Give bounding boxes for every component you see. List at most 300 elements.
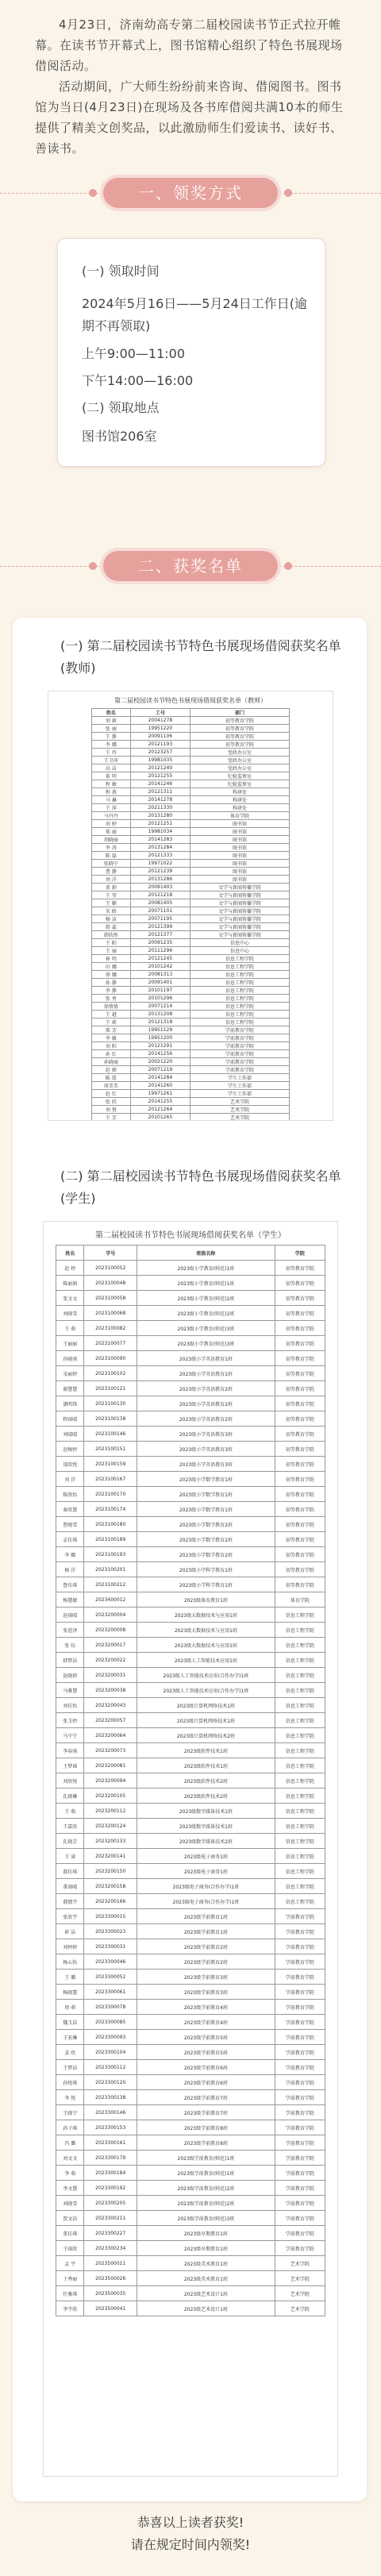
table-cell: 初等教育学院 (275, 1381, 325, 1396)
table-cell: 初等教育学院 (275, 1547, 325, 1562)
table-cell: 20121318 (130, 1018, 190, 1026)
table-cell: 艺术学院 (275, 2301, 325, 2316)
table-cell: 信息工程学院 (275, 1879, 325, 1894)
banner-dot-right (284, 562, 292, 570)
table-cell: 20111296 (130, 947, 190, 955)
table-cell: 宋 晗 (92, 907, 131, 915)
table-cell: 图书馆 (190, 844, 290, 852)
table-cell: 2023200073 (84, 1743, 137, 1758)
table-row (56, 1653, 325, 1668)
table-cell: 2023级电子商务1班 (137, 1849, 275, 1864)
table-cell: 20071219 (130, 1066, 190, 1074)
table-cell: 初等教育学院 (275, 1562, 325, 1577)
table-cell: 信息工程学院 (275, 1728, 325, 1743)
table-cell: 2023200133 (84, 1834, 137, 1849)
column-header: 学号 (84, 1246, 137, 1261)
table-cell: 2023100077 (84, 1336, 137, 1351)
table-cell: 姜 欣 (56, 2045, 84, 2060)
table-cell: 20121251 (130, 820, 190, 828)
table-cell: 2023级小学教育(师范)3班 (137, 1321, 275, 1336)
table-cell: 张欣宇 (56, 1909, 84, 1924)
table-cell: 信息工程学院 (275, 1623, 325, 1638)
column-header: 姓名 (92, 709, 131, 717)
claim-time-label: (一) 领取时间 (82, 264, 160, 279)
table-row (92, 860, 290, 868)
table-cell: 2023300078 (84, 2000, 137, 2015)
table-cell: 2023级软件技术1班 (137, 1758, 275, 1773)
table-cell: 学前教育学院 (190, 1026, 290, 1034)
table-cell: 2023100146 (84, 1427, 137, 1442)
table-row (92, 1082, 290, 1090)
table-row (56, 1819, 325, 1834)
table-row (56, 1351, 325, 1366)
table-row (56, 1608, 325, 1623)
table-cell: 2023级美术教育1班 (137, 2256, 275, 2271)
table-cell: 20121291 (130, 1042, 190, 1050)
table-cell: 学前教育学院 (275, 2135, 325, 2151)
table-cell: 科研处 (190, 796, 290, 804)
table-row (56, 2135, 325, 2151)
table-row (56, 1442, 325, 1457)
table-cell: 李 萌 (56, 2166, 84, 2181)
table-cell: 2023100174 (84, 1502, 137, 1517)
table-row (56, 1879, 325, 1894)
student-sheet (43, 1221, 338, 2477)
table-cell: 2023200043 (84, 1698, 137, 1713)
footer-line-2: 请在规定时间内领奖! (130, 2537, 251, 2552)
table-cell: 2023100167 (84, 1472, 137, 1487)
table-row (56, 1291, 325, 1306)
table-row (92, 772, 290, 780)
table-cell: 20081313 (130, 971, 190, 979)
table-cell: 李 静 (92, 987, 131, 995)
table-row (92, 907, 290, 915)
table-cell: 党政办公室 (190, 764, 290, 772)
table-cell: 王 萍 (92, 804, 131, 812)
table-cell: 学前教育学院 (190, 1034, 290, 1042)
table-row (56, 1638, 325, 1653)
table-cell: 2023300093 (84, 2030, 137, 2045)
table-cell: 2023级大数据技术与应用1班 (137, 1608, 275, 1623)
table-cell: 学前教育学院 (275, 2196, 325, 2211)
table-cell: 艺术学院 (275, 2256, 325, 2271)
table-row (92, 971, 290, 979)
table-cell: 2023500026 (84, 2271, 137, 2286)
table-cell: 信息工程学院 (190, 963, 290, 971)
table-cell: 党政办公室 (190, 757, 290, 764)
table-cell: 19971022 (130, 860, 190, 868)
table-cell: 贾文洁 (56, 2211, 84, 2226)
table-cell: 王 莉 (92, 1018, 131, 1026)
table-cell: 李宇欣 (56, 2301, 84, 2316)
table-cell: 信息工程学院 (190, 1003, 290, 1011)
table-cell: 王 萌 (56, 1321, 84, 1336)
table-cell: 2023100068 (84, 1306, 137, 1321)
table-row (56, 1773, 325, 1789)
table-cell: 徐倩倩 (92, 1003, 131, 1011)
table-row (56, 2075, 325, 2090)
table-cell: 图书馆 (190, 876, 290, 884)
table-cell: 图书馆 (190, 820, 290, 828)
table-cell: 2023级小学数学教育1班 (137, 1502, 275, 1517)
table-cell: 刘婷婷 (56, 1939, 84, 1954)
table-cell: 初等教育学院 (275, 1291, 325, 1306)
table-cell: 潘明珠 (56, 1396, 84, 1411)
table-cell: 艺术学院 (275, 2286, 325, 2301)
table-cell: 20121240 (130, 764, 190, 772)
table-cell: 学前教育学院 (275, 2075, 325, 2090)
table-cell: 董 明 (92, 772, 131, 780)
table-row (92, 1106, 290, 1114)
table-cell: 李春雨 (56, 1743, 84, 1758)
table-cell: 20121264 (130, 1106, 190, 1114)
table-cell: 信息工程学院 (275, 1834, 325, 1849)
table-cell: 20123257 (130, 749, 190, 757)
table-cell: 2023级小学教育(师范)2班 (137, 1291, 275, 1306)
table-cell: 2023200064 (84, 1728, 137, 1743)
table-cell: 2023级人工智能技术应用(合作办学)1班 (137, 1668, 275, 1683)
column-header: 工号 (130, 709, 190, 717)
table-cell: 19971261 (130, 1090, 190, 1098)
table-cell: 2023500035 (84, 2286, 137, 2301)
table-cell: 2023级小学英语教育2班 (137, 1411, 275, 1427)
table-cell: 信息工程学院 (275, 1864, 325, 1879)
table-row (56, 1985, 325, 2000)
table-cell: 2023级学前教育7班 (137, 2090, 275, 2105)
table-cell: 20121255 (130, 772, 190, 780)
table-cell: 王 玲 (92, 749, 131, 757)
table-cell: 2023100130 (84, 1396, 137, 1411)
table-row (56, 1698, 325, 1713)
table-cell: 2023100159 (84, 1457, 137, 1472)
banner-dot-left (89, 562, 97, 570)
table-row (56, 1366, 325, 1381)
table-row (92, 1058, 290, 1066)
table-cell: 2023级学前教育6班 (137, 2075, 275, 2090)
table-cell: 学前教育学院 (275, 2030, 325, 2045)
table-cell: 艺术学院 (190, 1114, 290, 1122)
table-row (56, 2241, 325, 2256)
table-row (92, 757, 290, 764)
table-row (56, 1396, 325, 1411)
claim-afternoon-time: 下午14:00—16:00 (82, 373, 194, 388)
table-cell: 初等教育学院 (275, 1396, 325, 1411)
teacher-table (91, 708, 290, 1121)
student-list-heading: (二) 第二届校园读书节特色书展现场借阅获奖名单(学生) (60, 1169, 341, 1206)
table-cell: 2023300120 (84, 2075, 137, 2090)
table-cell: 2023200150 (84, 1864, 137, 1879)
table-row (56, 1321, 325, 1336)
table-cell: 张 勇 (92, 995, 131, 1003)
table-row (92, 947, 290, 955)
table-cell: 信息中心 (190, 947, 290, 955)
table-cell: 科研处 (190, 804, 290, 812)
table-cell: 孙 红 (92, 1050, 131, 1058)
table-cell: 图书馆 (190, 860, 290, 868)
table-cell: 谢慧慧 (56, 1381, 84, 1396)
table-cell: 初等教育学院 (275, 1577, 325, 1592)
table-row (56, 2256, 325, 2271)
table-cell: 崔 洁 (56, 1924, 84, 1939)
table-cell: 文学与新闻传播学院 (190, 891, 290, 899)
table-cell: 孙悦琪 (56, 2075, 84, 2090)
table-row (92, 1090, 290, 1098)
table-cell: 刘欣悦 (56, 1773, 84, 1789)
table-cell: 2023级小学教育(师范)1班 (137, 1276, 275, 1291)
table-cell: 艺术学院 (275, 2271, 325, 2286)
table-cell: 郝婧宇 (56, 1894, 84, 1909)
table-row (56, 1954, 325, 1970)
table-cell: 赵婉婷 (56, 1442, 84, 1457)
table-cell: 马丹丹 (92, 812, 131, 820)
section-title-claim: 一、领奖方式 (103, 178, 278, 208)
table-cell: 张文文 (56, 1291, 84, 1306)
table-cell: 信息工程学院 (275, 1789, 325, 1804)
table-cell: 王 颖 (92, 899, 131, 907)
table-cell: 赵晓倩 (56, 1668, 84, 1683)
column-header: 班级名称 (137, 1246, 275, 1261)
table-cell: 2023100170 (84, 1487, 137, 1502)
table-cell: 2023级小学数学教育2班 (137, 1517, 275, 1532)
table-row (56, 2120, 325, 2135)
table-cell: 2023200004 (84, 1608, 137, 1623)
table-cell: 2023级电子商务(合作办学)1班 (137, 1879, 275, 1894)
table-cell: 2023级学前教育5班 (137, 2045, 275, 2060)
table-cell: 秦欣慧 (56, 1502, 84, 1517)
table-cell: 科研处 (190, 788, 290, 796)
table-cell: 鲁佳琪 (56, 1577, 84, 1592)
table-cell: 学前教育学院 (275, 2015, 325, 2030)
table-cell: 马宁宁 (56, 1728, 84, 1743)
table-row (56, 2196, 325, 2211)
intro-paragraph-2: 活动期间，广大师生纷纷前来咨询、借阅图书。图书馆为当日(4月23日)在现场及各书库借阅共满10本的师生提供了精美文创奖品，以此激励师生们爱读书、读好书、善读书。 (35, 79, 344, 156)
teacher-sheet-title: 第二届校园读书节特色书展现场借阅获奖名单（教师） (114, 697, 267, 704)
table-cell: 初等教育学院 (275, 1336, 325, 1351)
table-row (56, 2151, 325, 2166)
table-cell: 20091403 (130, 884, 190, 891)
table-cell: 信息工程学院 (190, 955, 290, 963)
table-cell: 2023级计算机网络技术1班 (137, 1713, 275, 1728)
table-cell: 2023300179 (84, 2151, 137, 2166)
table-cell: 2023级计算机网络技术1班 (137, 1698, 275, 1713)
table-cell: 20121193 (130, 741, 190, 749)
table-cell: 19981035 (130, 757, 190, 764)
table-cell: 2023200166 (84, 1894, 137, 1909)
table-row (92, 1066, 290, 1074)
table-row (56, 2301, 325, 2316)
table-row (92, 899, 290, 907)
table-cell: 2023100180 (84, 1517, 137, 1532)
table-cell: 19951129 (130, 1026, 190, 1034)
table-row (56, 2181, 325, 2196)
table-cell: 2023200008 (84, 1623, 137, 1638)
table-cell: 孟 宇 (56, 2256, 84, 2271)
table-cell: 2023300161 (84, 2135, 137, 2151)
table-cell: 孔晓芸 (56, 1834, 84, 1849)
table-cell: 2023200031 (84, 1668, 137, 1683)
table-row (56, 2030, 325, 2045)
table-cell: 郑 丽 (92, 828, 131, 836)
table-row (92, 1034, 290, 1042)
table-cell: 2023300052 (84, 1970, 137, 1985)
table-cell: 学前教育学院 (275, 2166, 325, 2181)
table-row (92, 1074, 290, 1082)
table-cell: 2023200141 (84, 1849, 137, 1864)
table-cell: 孙子琪 (56, 2120, 84, 2135)
table-cell: 信息工程学院 (275, 1698, 325, 1713)
table-cell: 2023100138 (84, 1411, 137, 1427)
section-banner-winners (0, 548, 381, 586)
table-cell: 20141260 (130, 1082, 190, 1090)
table-cell: 王 越 (92, 1011, 131, 1018)
teacher-sheet (48, 691, 333, 1121)
banner-dot-left (89, 189, 97, 197)
table-cell: 2023级早期教育1班 (137, 2241, 275, 2256)
table-row (56, 1849, 325, 1864)
table-row (56, 2060, 325, 2075)
table-cell: 初等教育学院 (275, 1502, 325, 1517)
table-cell: 20121245 (130, 955, 190, 963)
table-cell: 20021220 (130, 1058, 190, 1066)
table-cell: 学前教育学院 (275, 1970, 325, 1985)
table-cell: 2023级人工智能技术应用1班 (137, 1653, 275, 1668)
table-cell: 张玉婷 (56, 1713, 84, 1728)
table-cell: 19951200 (130, 1034, 190, 1042)
table-cell: 2023100102 (84, 1366, 137, 1381)
table-row (92, 788, 290, 796)
table-cell: 2023300146 (84, 2105, 137, 2120)
table-cell: 2023级学前教育2班 (137, 1939, 275, 1954)
table-cell: 2023300227 (84, 2226, 137, 2241)
table-row (92, 915, 290, 923)
table-cell: 2023级学前教育7班 (137, 2105, 275, 2120)
table-cell: 2023300061 (84, 1985, 137, 2000)
table-row (56, 2271, 325, 2286)
table-cell: 2023级学前教育8班 (137, 2120, 275, 2135)
table-cell: 刘 婷 (92, 820, 131, 828)
table-cell: 2023级小学数学教育1班 (137, 1487, 275, 1502)
table-cell: 20121399 (130, 923, 190, 931)
table-cell: 2023级电子商务(合作办学)1班 (137, 1894, 275, 1909)
table-cell: 于秀丽 (56, 2271, 84, 2286)
winners-card (13, 618, 367, 2501)
table-cell: 2023级数字媒体技术2班 (137, 1834, 275, 1849)
table-cell: 文学与新闻传播学院 (190, 915, 290, 923)
table-cell: 20131286 (130, 876, 190, 884)
table-cell: 学生工作部 (190, 1090, 290, 1098)
table-cell: 信息工程学院 (275, 1804, 325, 1819)
table-cell: 图书馆 (190, 828, 290, 836)
table-cell: 初等教育学院 (275, 1261, 325, 1276)
table-cell: 王 璐 (56, 1970, 84, 1985)
table-row (92, 868, 290, 876)
table-cell: 2023300234 (84, 2241, 137, 2256)
teacher-list-heading: (一) 第二届校园读书节特色书展现场借阅获奖名单(教师) (60, 638, 341, 676)
table-cell: 20091235 (130, 939, 190, 947)
table-cell: 20071101 (130, 907, 190, 915)
column-header: 学院 (275, 1246, 325, 1261)
table-cell: 19951220 (130, 725, 190, 733)
table-cell: 2023级学前教育5班 (137, 2030, 275, 2045)
table-cell: 王 静 (92, 733, 131, 741)
column-header: 姓名 (56, 1246, 84, 1261)
table-cell: 20141255 (130, 1098, 190, 1106)
table-cell: 2023400012 (84, 1592, 137, 1608)
table-cell: 2023级软件技术2班 (137, 1789, 275, 1804)
table-cell: 2023级学前教育1班 (137, 1924, 275, 1939)
table-cell: 王 莹 (92, 891, 131, 899)
table-row (56, 1924, 325, 1939)
table-row (92, 764, 290, 772)
table-cell: 20141284 (130, 1074, 190, 1082)
claim-place: 图书馆206室 (82, 429, 157, 444)
table-cell: 曹 静 (92, 868, 131, 876)
table-cell: 王 芳 (92, 1114, 131, 1122)
table-cell: 黄 娟 (92, 884, 131, 891)
table-cell: 学前教育学院 (275, 2151, 325, 2166)
table-cell: 杨晓慧 (56, 1985, 84, 2000)
table-row (92, 931, 290, 939)
table-cell: 2023级大数据技术与应用1班 (137, 1623, 275, 1638)
table-cell: 2023级学前教育2班 (137, 1954, 275, 1970)
table-row (56, 1276, 325, 1291)
table-cell: 孙 静 (92, 979, 131, 987)
table-cell: 王梦洁 (56, 2060, 84, 2075)
table-cell: 陈 霞 (92, 1074, 131, 1082)
table-cell: 信息工程学院 (190, 1018, 290, 1026)
table-cell: 2023200022 (84, 1653, 137, 1668)
table-cell: 初等教育学院 (275, 1427, 325, 1442)
table-cell: 2023100121 (84, 1381, 137, 1396)
table-cell: 学前教育学院 (275, 2181, 325, 2196)
table-cell: 2023级小学教育(师范)1班 (137, 1261, 275, 1276)
table-row (92, 717, 290, 725)
table-cell: 信息工程学院 (275, 1638, 325, 1653)
table-cell: 李 涛 (92, 844, 131, 852)
table-cell: 张 钰 (56, 1638, 84, 1653)
table-cell: 20131208 (130, 1011, 190, 1018)
table-row (92, 804, 290, 812)
table-row (92, 828, 290, 836)
table-cell: 刘 洋 (56, 1472, 84, 1487)
table-cell: 初等教育学院 (275, 1472, 325, 1487)
table-cell: 刘晴晴 (56, 1427, 84, 1442)
table-cell: 2023级学前教育6班 (137, 2060, 275, 2075)
table-cell: 2023级学前教育(师范)1班 (137, 2151, 275, 2166)
table-cell: 20141283 (130, 836, 190, 844)
table-cell: 王 阳 (92, 939, 131, 947)
student-table (56, 1245, 325, 2316)
table-cell: 马 琳 (92, 796, 131, 804)
table-cell: 初等教育学院 (275, 1321, 325, 1336)
table-cell: 初等教育学院 (275, 1457, 325, 1472)
table-cell: 周 萌 (56, 2000, 84, 2015)
table-cell: 20101296 (130, 995, 190, 1003)
table-cell: 2023200124 (84, 1819, 137, 1834)
table-row (56, 1713, 325, 1728)
table-cell: 体育学院 (190, 812, 290, 820)
table-cell: 初等教育学院 (275, 1411, 325, 1427)
table-cell: 2023级美术教育1班 (137, 2271, 275, 2286)
table-cell: 图书馆 (190, 852, 290, 860)
table-cell: 19981034 (130, 828, 190, 836)
table-cell: 学前教育学院 (275, 2090, 325, 2105)
table-row (92, 820, 290, 828)
table-cell: 2023300153 (84, 2120, 137, 2135)
table-cell: 宋丽婷 (56, 1366, 84, 1381)
table-cell: 2023级学前教育(师范)3班 (137, 2211, 275, 2226)
table-cell: 初等教育学院 (275, 1487, 325, 1502)
